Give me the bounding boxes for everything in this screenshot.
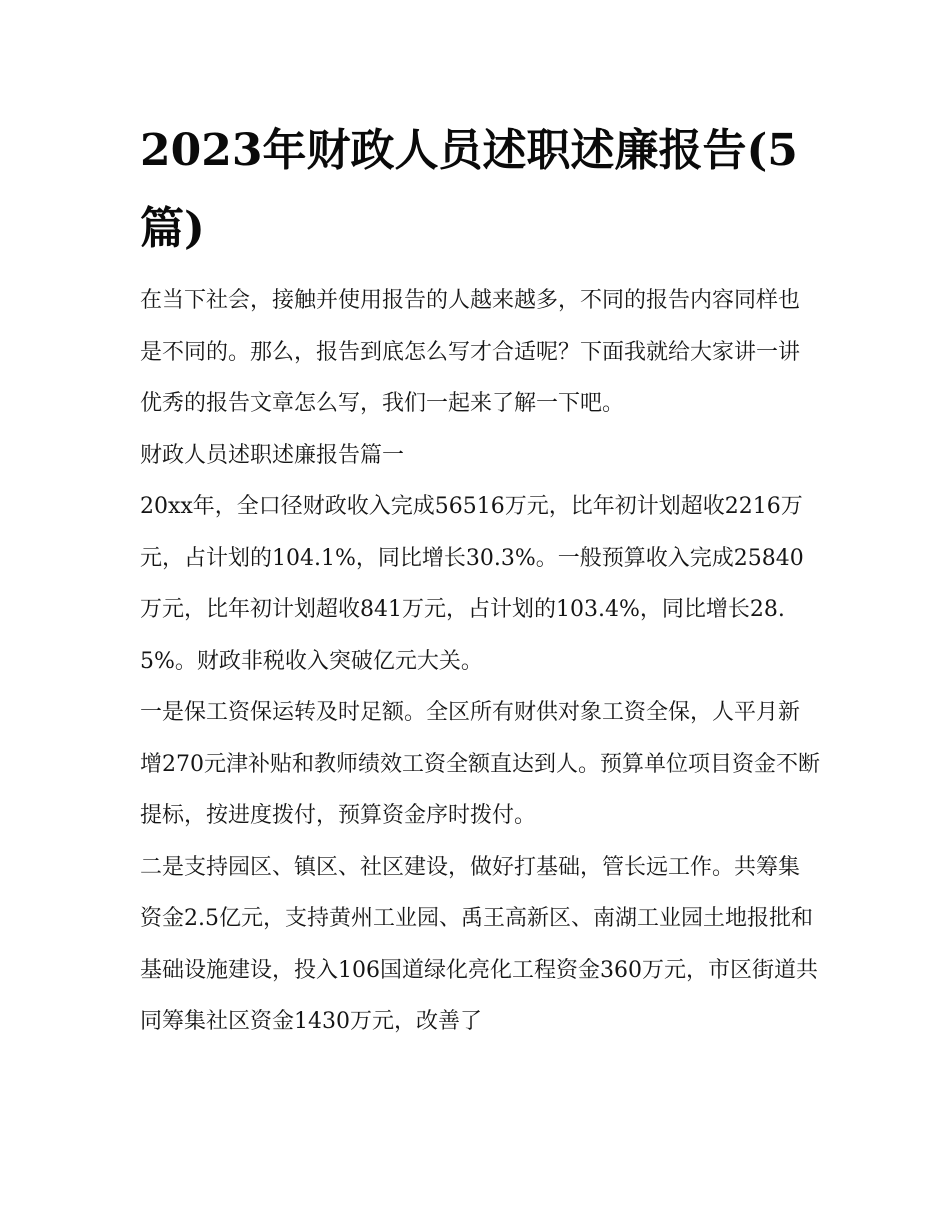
- body-paragraph-construction: 二是支持园区、镇区、社区建设，做好打基础，管长远工作。共筹集资金2.5亿元，支持黄州工业园、禹王高新区、南湖工业园土地报批和基础设施建设，投入106国道绿化亮化工程资金360万元，市区街道共同筹集社区资金1430万元，改善了: [140, 854, 818, 1034]
- document-body: [140, 275, 820, 1048]
- section-heading: 财政人员述职述廉报告篇一: [140, 442, 405, 468]
- body-paragraph-revenue: 20xx年，全口径财政收入完成56516万元，比年初计划超收2216万元，占计划的104.1%，同比增长30.3%。一般预算收入完成25840万元，比年初计划超收841万元，占计划的103.4%，同比增长28.5%。财政非税收入突破亿元大关。: [140, 494, 804, 674]
- intro-paragraph: 在当下社会，接触并使用报告的人越来越多，不同的报告内容同样也是不同的。那么，报告到底怎么写才合适呢？下面我就给大家讲一讲优秀的报告文章怎么写，我们一起来了解一下吧。: [140, 288, 801, 416]
- body-paragraph-wages: 一是保工资保运转及时足额。全区所有财供对象工资全保，人平月新增270元津补贴和教师绩效工资全额直达到人。预算单位项目资金不断提标，按进度拨付，预算资金序时拨付。: [140, 700, 820, 828]
- document-title: 2023年财政人员述职述廉报告(5篇): [140, 125, 798, 254]
